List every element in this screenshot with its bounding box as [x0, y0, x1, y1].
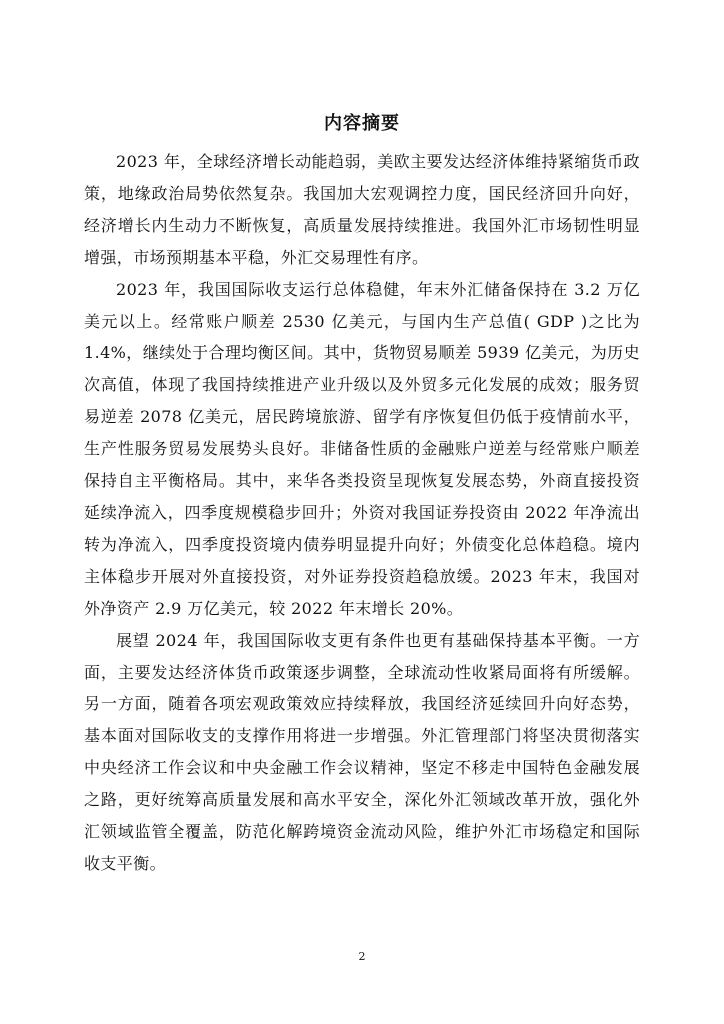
paragraph-economic-overview: 2023 年，全球经济增长动能趋弱，美欧主要发达经济体维持紧缩货币政策，地缘政治局势依然复杂。我国加大宏观调控力度，国民经济回升向好，经济增长内生动力不断恢复，高质量发展持续推进。我国外汇市场韧性明显增强，市场预期基本平稳，外汇交易理性有序。	[84, 152, 640, 267]
summary-body	[84, 146, 640, 880]
page-title: 内容摘要	[324, 113, 400, 134]
page-number: 2	[358, 950, 366, 963]
paragraph-balance-of-payments: 2023 年，我国国际收支运行总体稳健，年末外汇储备保持在 3.2 万亿美元以上。经常账户顺差 2530 亿美元，与国内生产总值( GDP )之比为 1.4%，继续处于合理均衡区间。其中，货物贸易顺差 5939 亿美元，为历史次高值，体现了我国持续推进产业升级以及外贸多元化发展的成效；服务贸易逆差 2078 亿美元，居民跨境旅游、留学有序恢复但仍低于疫情前水平，生产性服务贸易发展势头良好。非储备性质的金融账户逆差与经常账户顺差保持自主平衡格局。其中，来华各类投资呈现恢复发展态势，外商直接投资延续净流入，四季度规模稳步回升；外资对我国证券投资由 2022 年净流出转为净流入，四季度投资境内债券明显提升向好；外债变化总体趋稳。境内主体稳步开展对外直接投资，对外证券投资趋稳放缓。2023 年末，我国对外净资产 2.9 万亿美元，较 2022 年末增长 20%。	[84, 279, 640, 618]
paragraph-outlook-2024: 展望 2024 年，我国国际收支更有条件也更有基础保持基本平衡。一方面，主要发达经济体货币政策逐步调整，全球流动性收紧局面将有所缓解。另一方面，随着各项宏观政策效应持续释放，我国经济延续回升向好态势，基本面对国际收支的支撑作用将进一步增强。外汇管理部门将坚决贯彻落实中央经济工作会议和中央金融工作会议精神，坚定不移走中国特色金融发展之路，更好统筹高质量发展和高水平安全，深化外汇领域改革开放，强化外汇领域监管全覆盖，防范化解跨境资金流动风险，维护外汇市场稳定和国际收支平衡。	[84, 630, 640, 873]
